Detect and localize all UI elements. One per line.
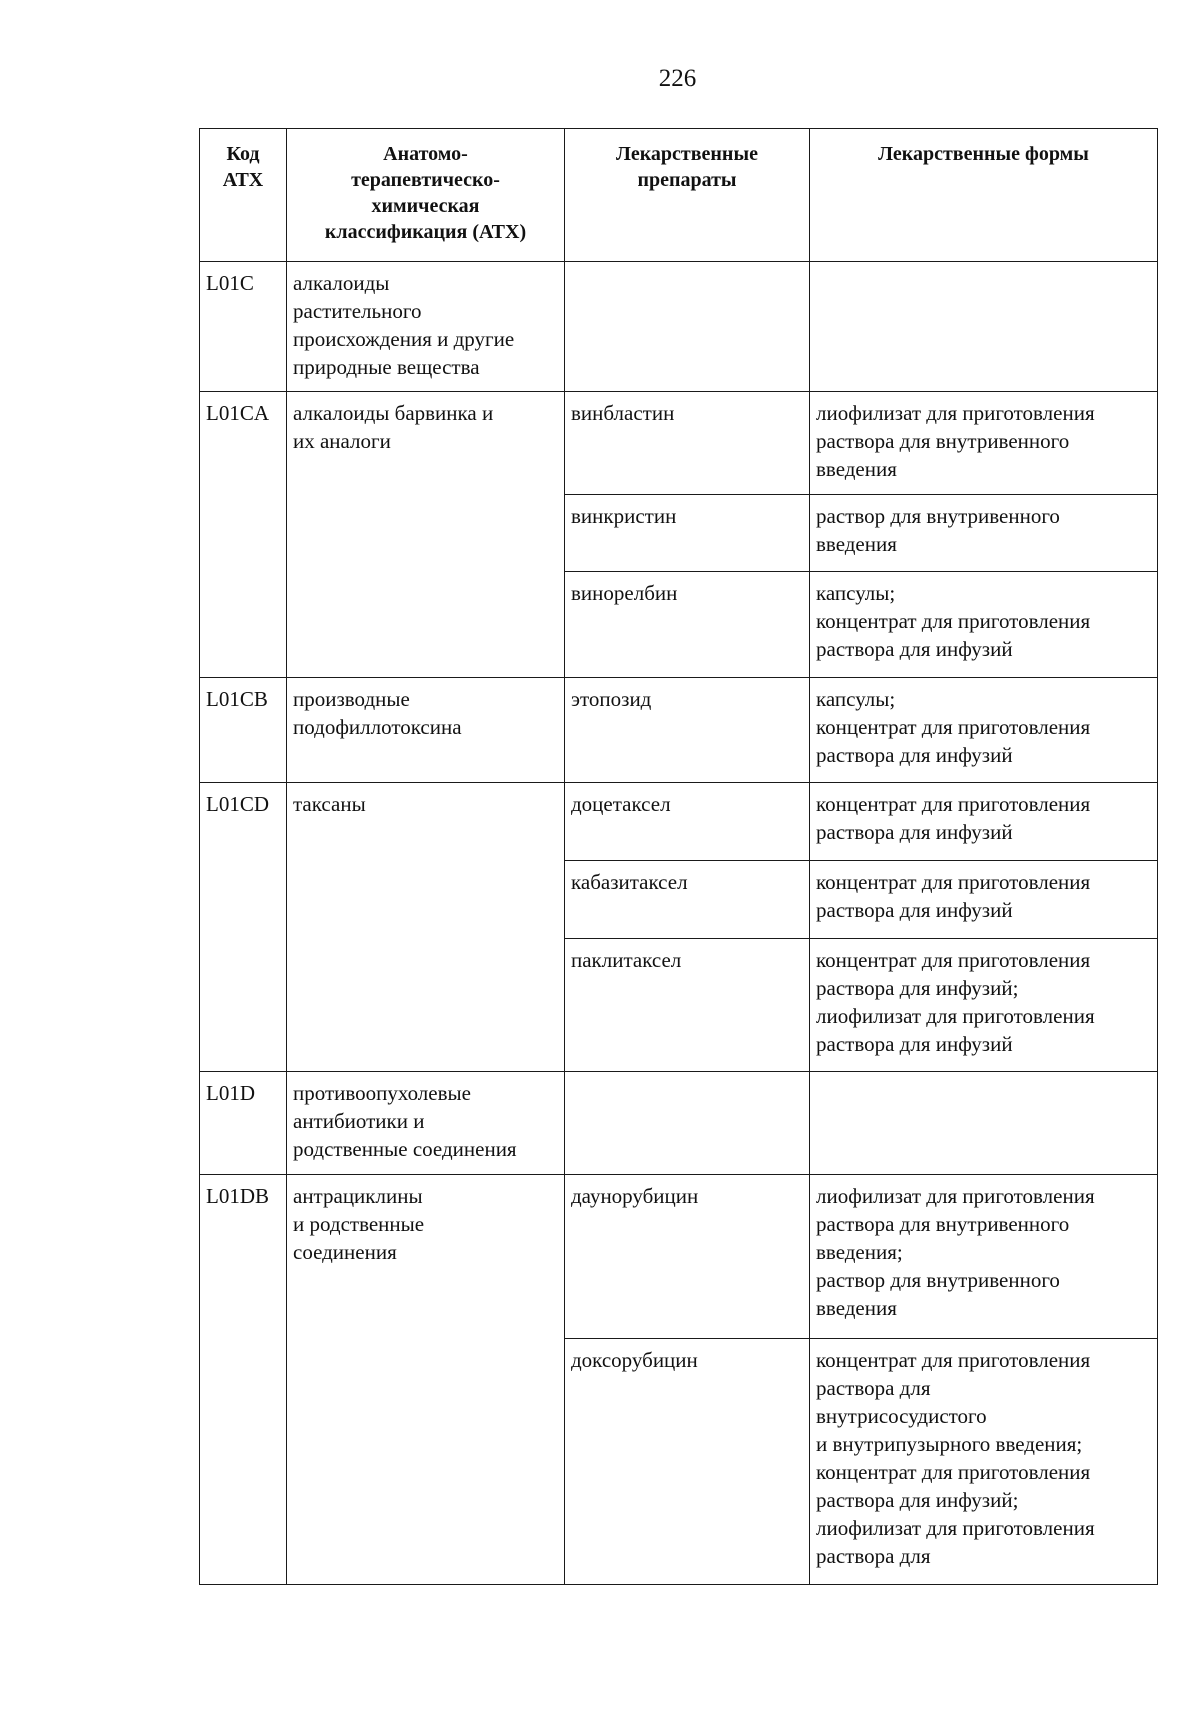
atc-classification-cell: алкалоиды растительного происхождения и другие природные вещества xyxy=(287,262,565,392)
dosage-form-cell: концентрат для приготовления раствора для инфузий; лиофилизат для приготовления раствора для инфузий xyxy=(810,939,1158,1072)
drug-cell: доцетаксел xyxy=(565,783,810,861)
table-row xyxy=(200,783,1158,861)
atc-classification-cell: алкалоиды барвинка и их аналоги xyxy=(287,392,565,678)
drug-cell: доксорубицин xyxy=(565,1339,810,1585)
atc-drug-table xyxy=(199,128,1158,1585)
atc-code-cell: L01CB xyxy=(200,678,287,783)
dosage-form-cell: капсулы; концентрат для приготовления раствора для инфузий xyxy=(810,678,1158,783)
header-dosage-forms: Лекарственные формы xyxy=(810,129,1158,262)
dosage-form-cell: концентрат для приготовления раствора для инфузий xyxy=(810,783,1158,861)
page-number: 226 xyxy=(658,65,697,92)
header-atc-classification: Анатомо- терапевтическо- химическая классификация (АТХ) xyxy=(287,129,565,262)
dosage-form-cell: концентрат для приготовления раствора для внутрисосудистого и внутрипузырного введения; концентрат для приготовления раствора для инфузий; лиофилизат для приготовления раствора для xyxy=(810,1339,1158,1585)
atc-code-cell: L01CA xyxy=(200,392,287,678)
drug-cell: паклитаксел xyxy=(565,939,810,1072)
table-row xyxy=(200,392,1158,495)
dosage-form-cell xyxy=(810,1072,1158,1175)
table-row xyxy=(200,262,1158,392)
drug-cell: даунорубицин xyxy=(565,1175,810,1339)
dosage-form-cell: лиофилизат для приготовления раствора для внутривенного введения; раствор для внутривенного введения xyxy=(810,1175,1158,1339)
atc-classification-cell: производные подофиллотоксина xyxy=(287,678,565,783)
drug-cell: кабазитаксел xyxy=(565,861,810,939)
atc-classification-cell: таксаны xyxy=(287,783,565,1072)
atc-classification-cell: противоопухолевые антибиотики и родственные соединения xyxy=(287,1072,565,1175)
dosage-form-cell xyxy=(810,262,1158,392)
header-atc-code: Код АТХ xyxy=(200,129,287,262)
dosage-form-cell: концентрат для приготовления раствора для инфузий xyxy=(810,861,1158,939)
dosage-form-cell: раствор для внутривенного введения xyxy=(810,495,1158,572)
dosage-form-cell: лиофилизат для приготовления раствора для внутривенного введения xyxy=(810,392,1158,495)
dosage-form-cell: капсулы; концентрат для приготовления раствора для инфузий xyxy=(810,572,1158,678)
atc-code-cell: L01CD xyxy=(200,783,287,1072)
atc-code-cell: L01C xyxy=(200,262,287,392)
drug-cell xyxy=(565,262,810,392)
table-row xyxy=(200,1175,1158,1339)
header-drugs: Лекарственные препараты xyxy=(565,129,810,262)
table-header-row xyxy=(200,129,1158,262)
drug-cell: винбластин xyxy=(565,392,810,495)
drug-cell xyxy=(565,1072,810,1175)
table-row xyxy=(200,678,1158,783)
atc-code-cell: L01D xyxy=(200,1072,287,1175)
atc-classification-cell: антрациклины и родственные соединения xyxy=(287,1175,565,1585)
atc-code-cell: L01DB xyxy=(200,1175,287,1585)
table-row xyxy=(200,1072,1158,1175)
drug-cell: винкристин xyxy=(565,495,810,572)
drug-cell: винорелбин xyxy=(565,572,810,678)
drug-cell: этопозид xyxy=(565,678,810,783)
